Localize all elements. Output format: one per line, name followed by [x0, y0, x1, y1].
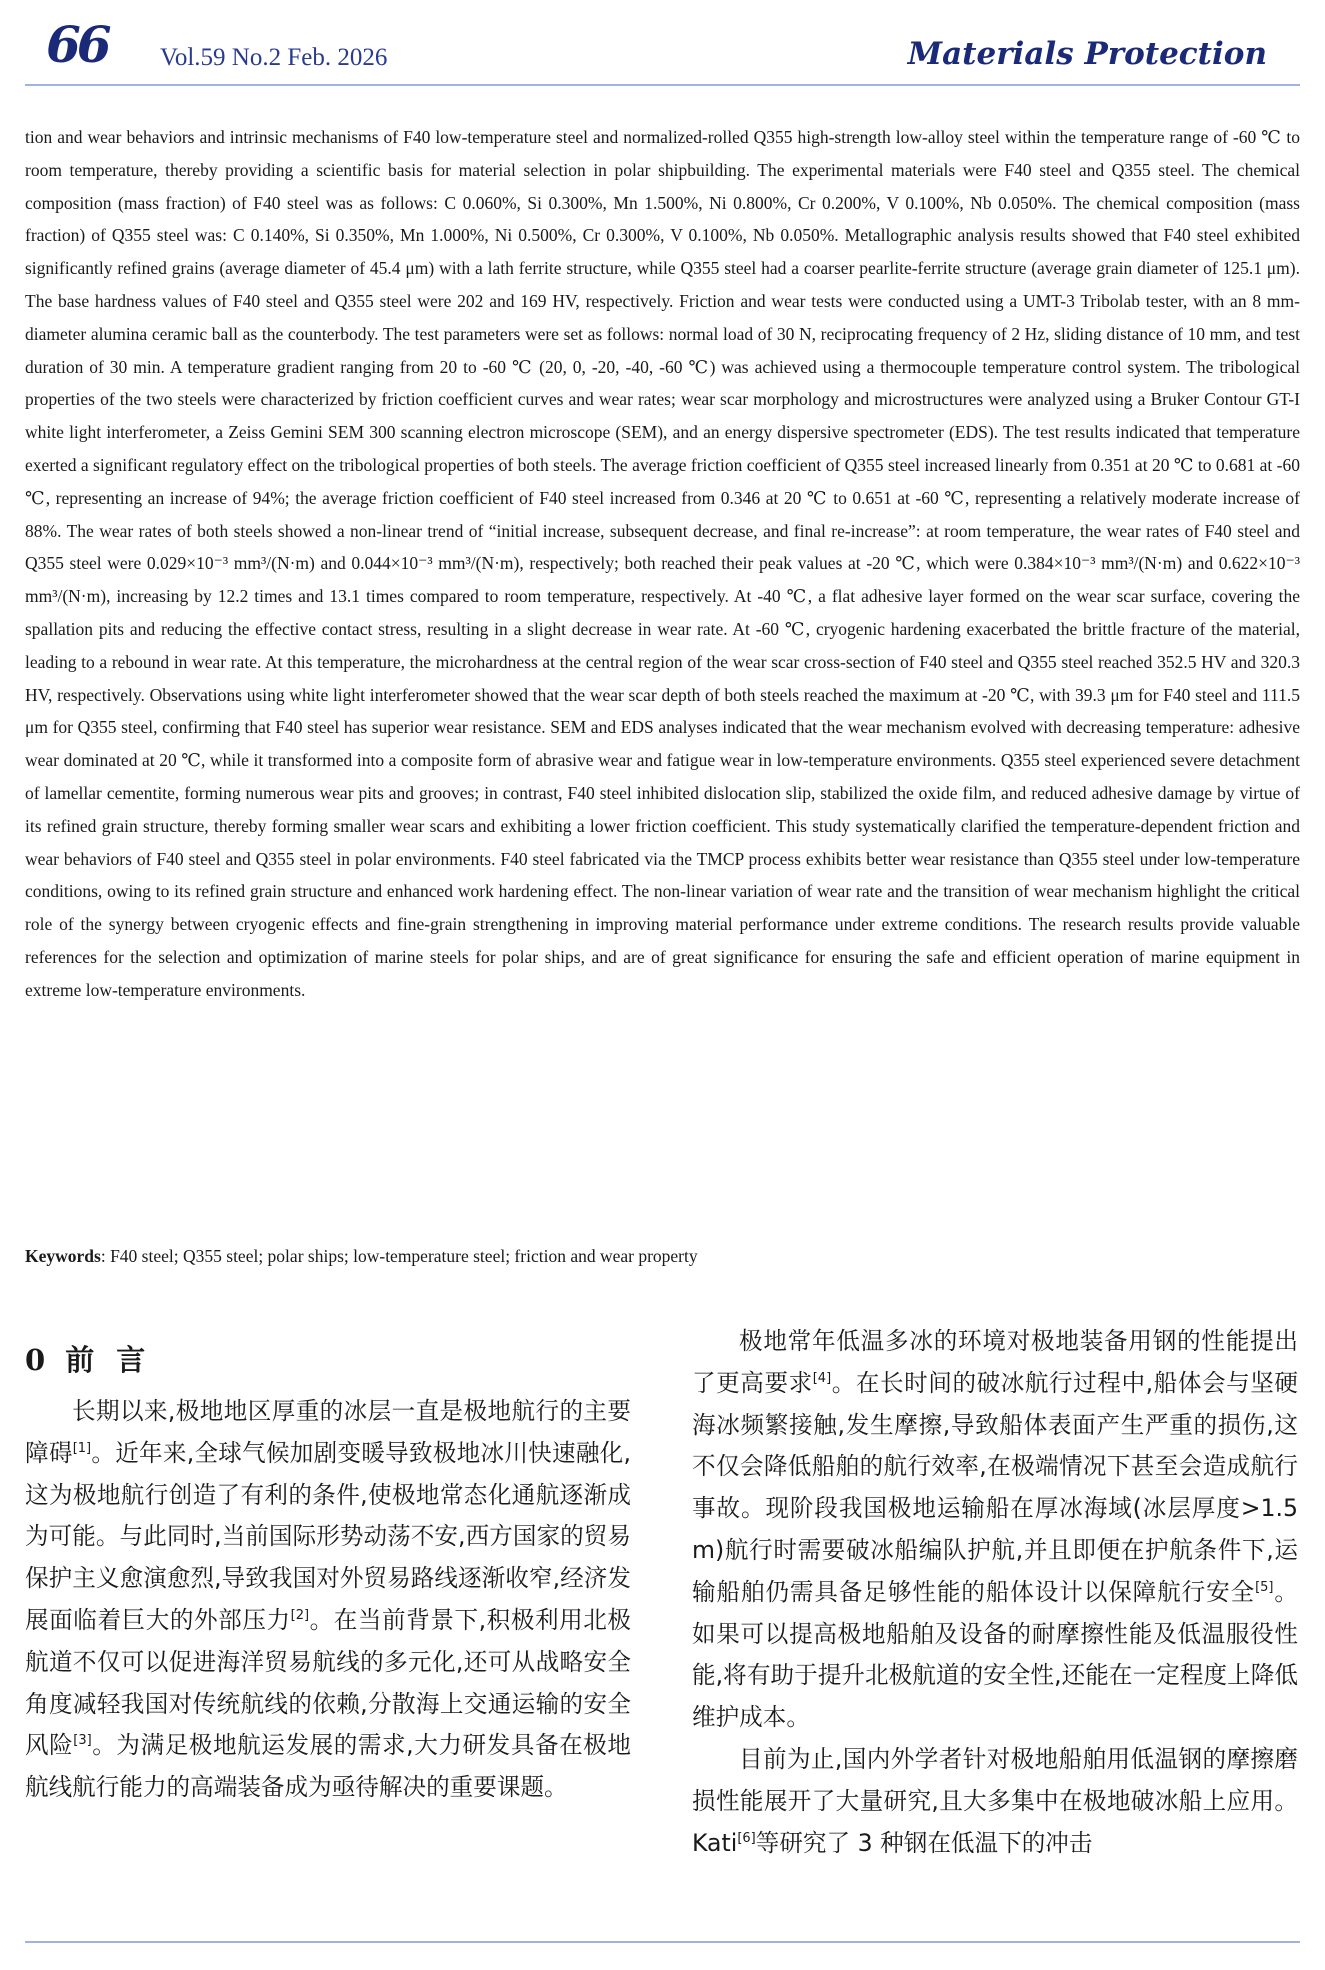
text-run: 。为满足极地航运发展的需求,大力研发具备在极地航线航行能力的高端装备成为亟待解决的重要课题。: [25, 1731, 632, 1802]
section-number: 0: [25, 1343, 46, 1377]
text-run: 极地常年低温多冰的环境对极地装备用钢的性能提出了更高要求: [692, 1327, 1298, 1397]
footer-rule: [25, 1941, 1300, 1943]
text-run: 。在长时间的破冰航行过程中,船体会与坚硬海冰频繁接触,发生摩擦,导致船体表面产生严重的损伤,这不仅会降低船舶的航行效率,在极端情况下甚至会造成航行事故。现阶段我国极地运输船在厚冰海域(冰层厚度>1.5 m)航行时需要破冰船编队护航,并且即便在护航条件下,运输船舶仍需具备足够性能的船体设计以保障航行安全: [692, 1368, 1298, 1606]
text-run: 目前为止,国内外学者针对极地船舶用低温钢的摩擦磨损性能展开了大量研究,且大多集中在极地破冰船上应用。Kati: [692, 1744, 1298, 1857]
text-run: 。在当前背景下,积极利用北极航道不仅可以促进海洋贸易航线的多元化,还可从战略安全角度减轻我国对传统航线的依赖,分散海上交通运输的安全风险: [25, 1605, 632, 1760]
paragraph: [692, 1739, 1298, 1864]
citation-ref: [3]: [73, 1733, 92, 1749]
journal-title: Materials Protection: [907, 36, 1267, 72]
keywords-separator: :: [100, 1246, 111, 1266]
paragraph: [25, 1391, 631, 1809]
keywords-label: Keywords: [25, 1246, 101, 1266]
text-run: 。近年来,全球气候加剧变暖导致极地冰川快速融化,这为极地航行创造了有利的条件,使极地常态化通航逐渐成为可能。与此同时,当前国际形势动荡不安,西方国家的贸易保护主义愈演愈烈,导致我国对外贸易路线逐渐收窄,经济发展面临着巨大的外部压力: [25, 1438, 632, 1634]
issue-info: Vol.59 No.2 Feb. 2026: [160, 44, 388, 71]
keywords-list: F40 steel; Q355 steel; polar ships; low-temperature steel; friction and wear property: [110, 1246, 698, 1266]
header-rule: [25, 84, 1300, 86]
citation-ref: [4]: [812, 1370, 832, 1386]
text-run: 等研究了 3 种钢在低温下的冲击: [755, 1828, 1093, 1857]
page-header: [0, 0, 1325, 80]
paragraph: [692, 1321, 1298, 1739]
keywords-line: [25, 1240, 1300, 1273]
section-title: 前言: [65, 1343, 168, 1377]
section-heading: [25, 1343, 167, 1377]
text-run: 长期以来,极地地区厚重的冰层一直是极地航行的主要障碍: [25, 1397, 631, 1467]
page-number: 66: [46, 15, 108, 74]
left-column: [25, 1391, 631, 1809]
right-column: [692, 1321, 1298, 1864]
text-run: 。如果可以提高极地船舶及设备的耐摩擦性能及低温服役性能,将有助于提升北极航道的安全性,还能在一定程度上降低维护成本。: [692, 1577, 1298, 1732]
citation-ref: [2]: [290, 1608, 310, 1624]
citation-ref: [5]: [1255, 1579, 1274, 1595]
citation-ref: [1]: [72, 1440, 92, 1456]
abstract-text: tion and wear behaviors and intrinsic mechanisms of F40 low-temperature steel and normalized-rolled Q355 high-strength low-alloy steel within the temperature range of -60 ℃ to room temperature, thereby providing a scientific basis for material selection in polar shipbuilding. The experimental materials were F40 steel and Q355 steel. The chemical composition (mass fraction) of F40 steel was as follows: C 0.060%, Si 0.300%, Mn 1.500%, Ni 0.800%, Cr 0.200%, V 0.100%, Nb 0.050%. The chemical composition (mass fraction) of Q355 steel was: C 0.140%, Si 0.350%, Mn 1.000%, Ni 0.500%, Cr 0.300%, V 0.100%, Nb 0.050%. Metallographic analysis results showed that F40 steel exhibited significantly refined grains (average diameter of 45.4 μm) with a lath ferrite structure, while Q355 steel had a coarser pearlite-ferrite structure (average grain diameter of 125.1 μm). The base hardness values of F40 steel and Q355 steel were 202 and 169 HV, respectively. Friction and wear tests were conducted using a UMT-3 Tribolab tester, with an 8 mm-diameter alumina ceramic ball as the counterbody. The test parameters were set as follows: normal load of 30 N, reciprocating frequency of 2 Hz, sliding distance of 10 mm, and test duration of 30 min. A temperature gradient ranging from 20 to -60 ℃ (20, 0, -20, -40, -60 ℃) was achieved using a thermocouple temperature control system. The tribological properties of the two steels were characterized by friction coefficient curves and wear rates; wear scar morphology and microstructures were analyzed using a Bruker Contour GT-I white light interferometer, a Zeiss Gemini SEM 300 scanning electron microscope (SEM), and an energy dispersive spectrometer (EDS). The test results indicated that temperature exerted a significant regulatory effect on the tribological properties of both steels. The average friction coefficient of Q355 steel increased linearly from 0.351 at 20 ℃ to 0.681 at -60 ℃, representing an increase of 94%; the average friction coefficient of F40 steel increased from 0.346 at 20 ℃ to 0.651 at -60 ℃, representing a relatively moderate increase of 88%. The wear rates of both steels showed a non-linear trend of “initial increase, subsequent decrease, and final re-increase”: at room temperature, the wear rates of F40 steel and Q355 steel were 0.029×10⁻³ mm³/(N·m) and 0.044×10⁻³ mm³/(N·m), respectively; both reached their peak values at -20 ℃, which were 0.384×10⁻³ mm³/(N·m) and 0.622×10⁻³ mm³/(N·m), increasing by 12.2 times and 13.1 times compared to room temperature, respectively. At -40 ℃, a flat adhesive layer formed on the wear scar surface, covering the spallation pits and reducing the effective contact stress, resulting in a slight decrease in wear rate. At -60 ℃, cryogenic hardening exacerbated the brittle fracture of the material, leading to a rebound in wear rate. At this temperature, the microhardness at the central region of the wear scar cross-section of F40 steel and Q355 steel reached 352.5 HV and 320.3 HV, respectively. Observations using white light interferometer showed that the wear scar depth of both steels reached the maximum at -20 ℃, with 39.3 μm for F40 steel and 111.5 μm for Q355 steel, confirming that F40 steel has superior wear resistance. SEM and EDS analyses indicated that the wear mechanism evolved with decreasing temperature: adhesive wear dominated at 20 ℃, while it transformed into a composite form of abrasive wear and fatigue wear in low-temperature environments. Q355 steel experienced severe detachment of lamellar cementite, forming numerous wear pits and grooves; in contrast, F40 steel inhibited dislocation slip, stabilized the oxide film, and reduced adhesive damage by virtue of its refined grain structure, thereby forming smaller wear scars and exhibiting a lower friction coefficient. This study systematically clarified the temperature-dependent friction and wear behaviors of F40 steel and Q355 steel in polar environments. F40 steel fabricated via the TMCP process exhibits better wear resistance than Q355 steel under low-temperature conditions, owing to its refined grain structure and enhanced work hardening effect. The non-linear variation of wear rate and the transition of wear mechanism highlight the critical role of the synergy between cryogenic effects and fine-grain strengthening in improving material performance under extreme conditions. The research results provide valuable references for the selection and optimization of marine steels for polar ships, and are of great significance for ensuring the safe and efficient operation of marine equipment in extreme low-temperature environments.: [25, 127, 1300, 1000]
citation-ref: [6]: [737, 1830, 756, 1846]
